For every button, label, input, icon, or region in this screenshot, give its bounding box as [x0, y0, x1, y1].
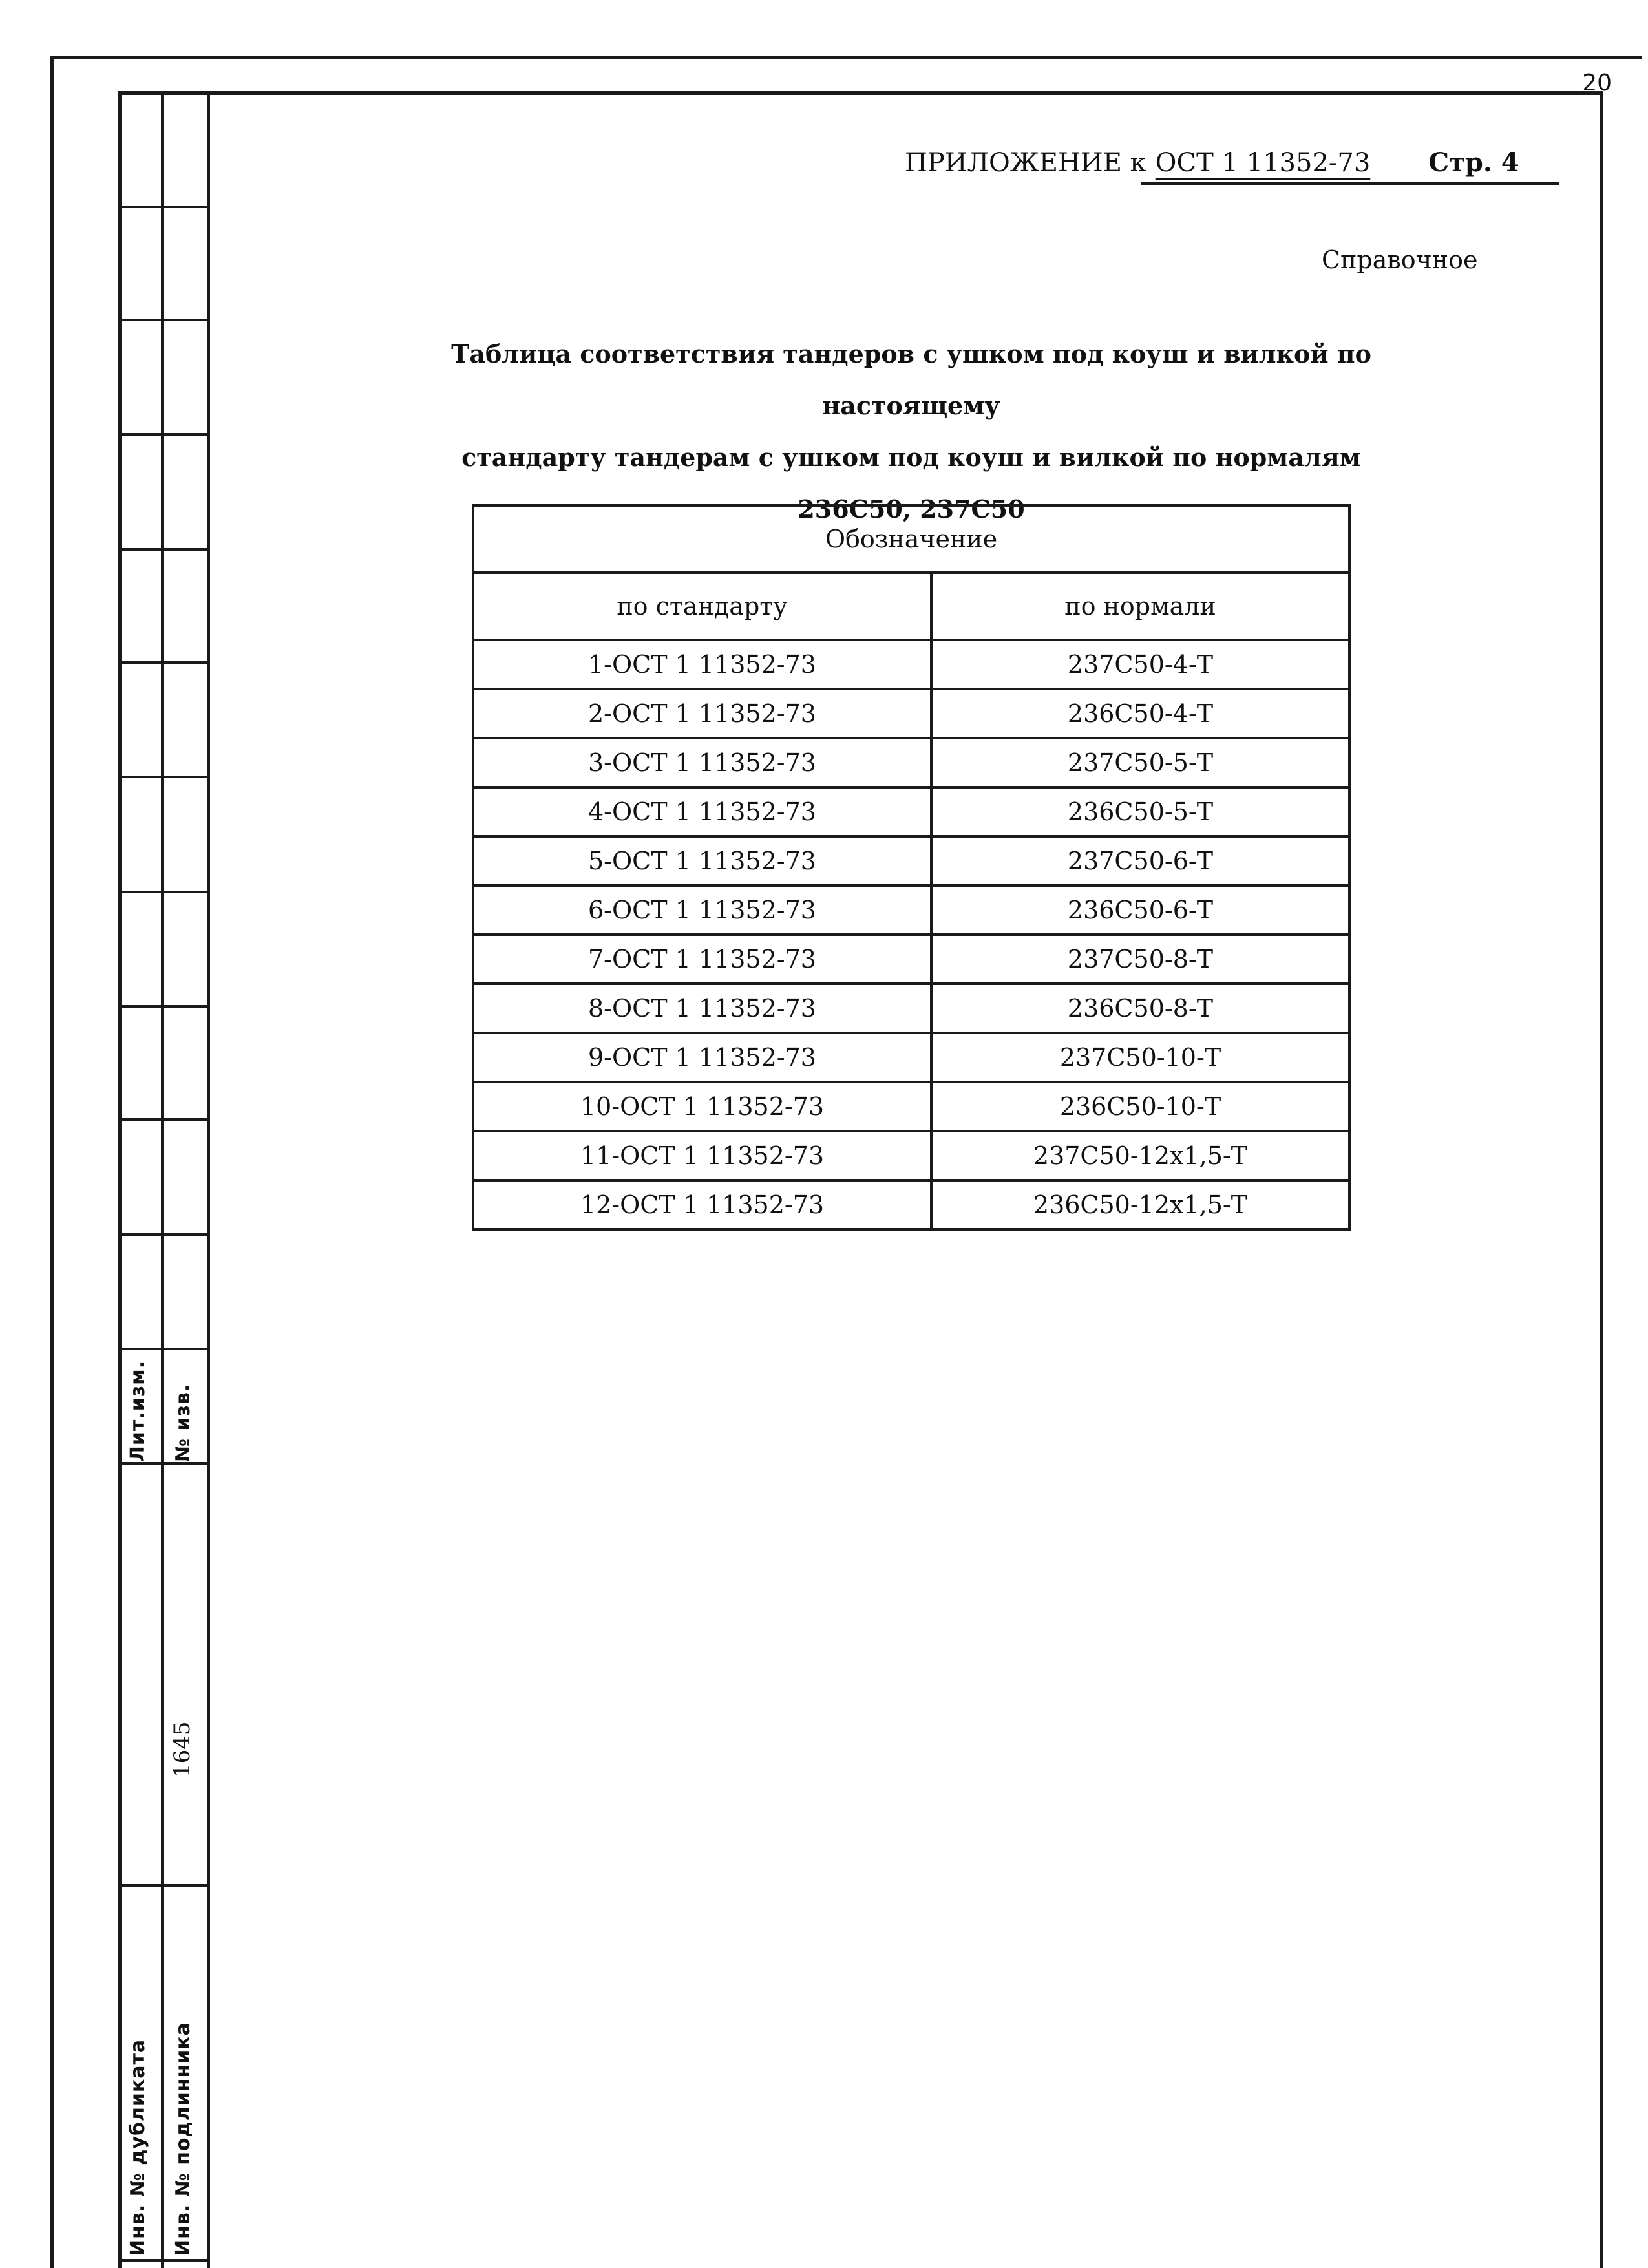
cell-standard: 2-ОСТ 1 11352-73: [473, 689, 931, 738]
margin-cell-line: [118, 1118, 210, 1121]
cell-standard: 5-ОСТ 1 11352-73: [473, 836, 931, 885]
header-document-code: ОСТ 1 11352-73: [1155, 148, 1371, 178]
cell-standard: 6-ОСТ 1 11352-73: [473, 885, 931, 935]
cell-standard: 10-ОСТ 1 11352-73: [473, 1082, 931, 1131]
cell-standard: 9-ОСТ 1 11352-73: [473, 1033, 931, 1082]
cell-standard: 3-ОСТ 1 11352-73: [473, 738, 931, 787]
table-row: [473, 935, 1349, 984]
table-row: [473, 787, 1349, 836]
cell-standard: 1-ОСТ 1 11352-73: [473, 640, 931, 689]
cell-normal: 237С50-4-Т: [931, 640, 1349, 689]
table-caption: Таблица соответствия тандеров с ушком под коуш и вилкой по настоящему стандарту тандерам с ушком под коуш и вилкой по нормалям 236С50, 237С50: [451, 339, 1371, 524]
column-header-normal: по нормали: [931, 573, 1349, 640]
cell-standard: 12-ОСТ 1 11352-73: [473, 1180, 931, 1229]
margin-cell-line: [118, 206, 210, 208]
margin-cell-line: [118, 2259, 210, 2262]
margin-cell-line: [118, 1884, 210, 1887]
cell-standard: 7-ОСТ 1 11352-73: [473, 935, 931, 984]
lit-izm-label: Лит.изм.: [127, 1360, 149, 1462]
cell-normal: 237С50-12х1,5-Т: [931, 1131, 1349, 1180]
table-group-header: Обозначение: [473, 505, 1349, 573]
header-rule: [1141, 182, 1559, 185]
cell-normal: 236С50-6-Т: [931, 885, 1349, 935]
cell-normal: 237С50-6-Т: [931, 836, 1349, 885]
header-prefix: ПРИЛОЖЕНИЕ к: [905, 148, 1146, 178]
cell-normal: 236С50-5-Т: [931, 787, 1349, 836]
cell-normal: 236С50-12х1,5-Т: [931, 1180, 1349, 1229]
cell-normal: 237С50-8-Т: [931, 935, 1349, 984]
margin-cell-line: [118, 1462, 210, 1465]
inv-no-podl-label: Инв. № подлинника: [172, 2022, 195, 2256]
header-page-label: Стр. 4: [1428, 147, 1519, 178]
cell-standard: 8-ОСТ 1 11352-73: [473, 984, 931, 1033]
cell-standard: 4-ОСТ 1 11352-73: [473, 787, 931, 836]
margin-cell-line: [118, 891, 210, 893]
inv-no-dubl-label: Инв. № дубликата: [127, 2039, 149, 2256]
table-row: [473, 984, 1349, 1033]
page-number: 20: [1582, 70, 1612, 96]
cell-normal: 236С50-4-Т: [931, 689, 1349, 738]
reference-note: Справочное: [1322, 246, 1478, 274]
margin-cell-line: [118, 661, 210, 664]
cell-normal: 236С50-8-Т: [931, 984, 1349, 1033]
correspondence-table: [472, 504, 1351, 1231]
margin-cell-line: [118, 548, 210, 551]
margin-strip-divider: [161, 91, 164, 2268]
table-row: [473, 689, 1349, 738]
table-row: [473, 640, 1349, 689]
margin-cell-line: [118, 1348, 210, 1350]
column-header-standard: по стандарту: [473, 573, 931, 640]
table-row: [473, 1033, 1349, 1082]
margin-cell-line: [118, 433, 210, 436]
margin-cell-line: [118, 1233, 210, 1236]
table-row: [473, 836, 1349, 885]
table-row: [473, 1131, 1349, 1180]
margin-cell-line: [118, 776, 210, 778]
cell-normal: 237С50-5-Т: [931, 738, 1349, 787]
table-row: [473, 1082, 1349, 1131]
table-row: [473, 1180, 1349, 1229]
table-row: [473, 738, 1349, 787]
no-izv-label: № изв.: [172, 1383, 195, 1462]
table-row: [473, 885, 1349, 935]
cell-standard: 11-ОСТ 1 11352-73: [473, 1131, 931, 1180]
cell-normal: 236С50-10-Т: [931, 1082, 1349, 1131]
margin-cell-line: [118, 1005, 210, 1008]
document-header: [905, 147, 1519, 178]
margin-cell-line: [118, 319, 210, 321]
inv-no-podl-value: 1645: [169, 1721, 195, 1777]
margin-strip: [118, 91, 210, 2268]
cell-normal: 237С50-10-Т: [931, 1033, 1349, 1082]
